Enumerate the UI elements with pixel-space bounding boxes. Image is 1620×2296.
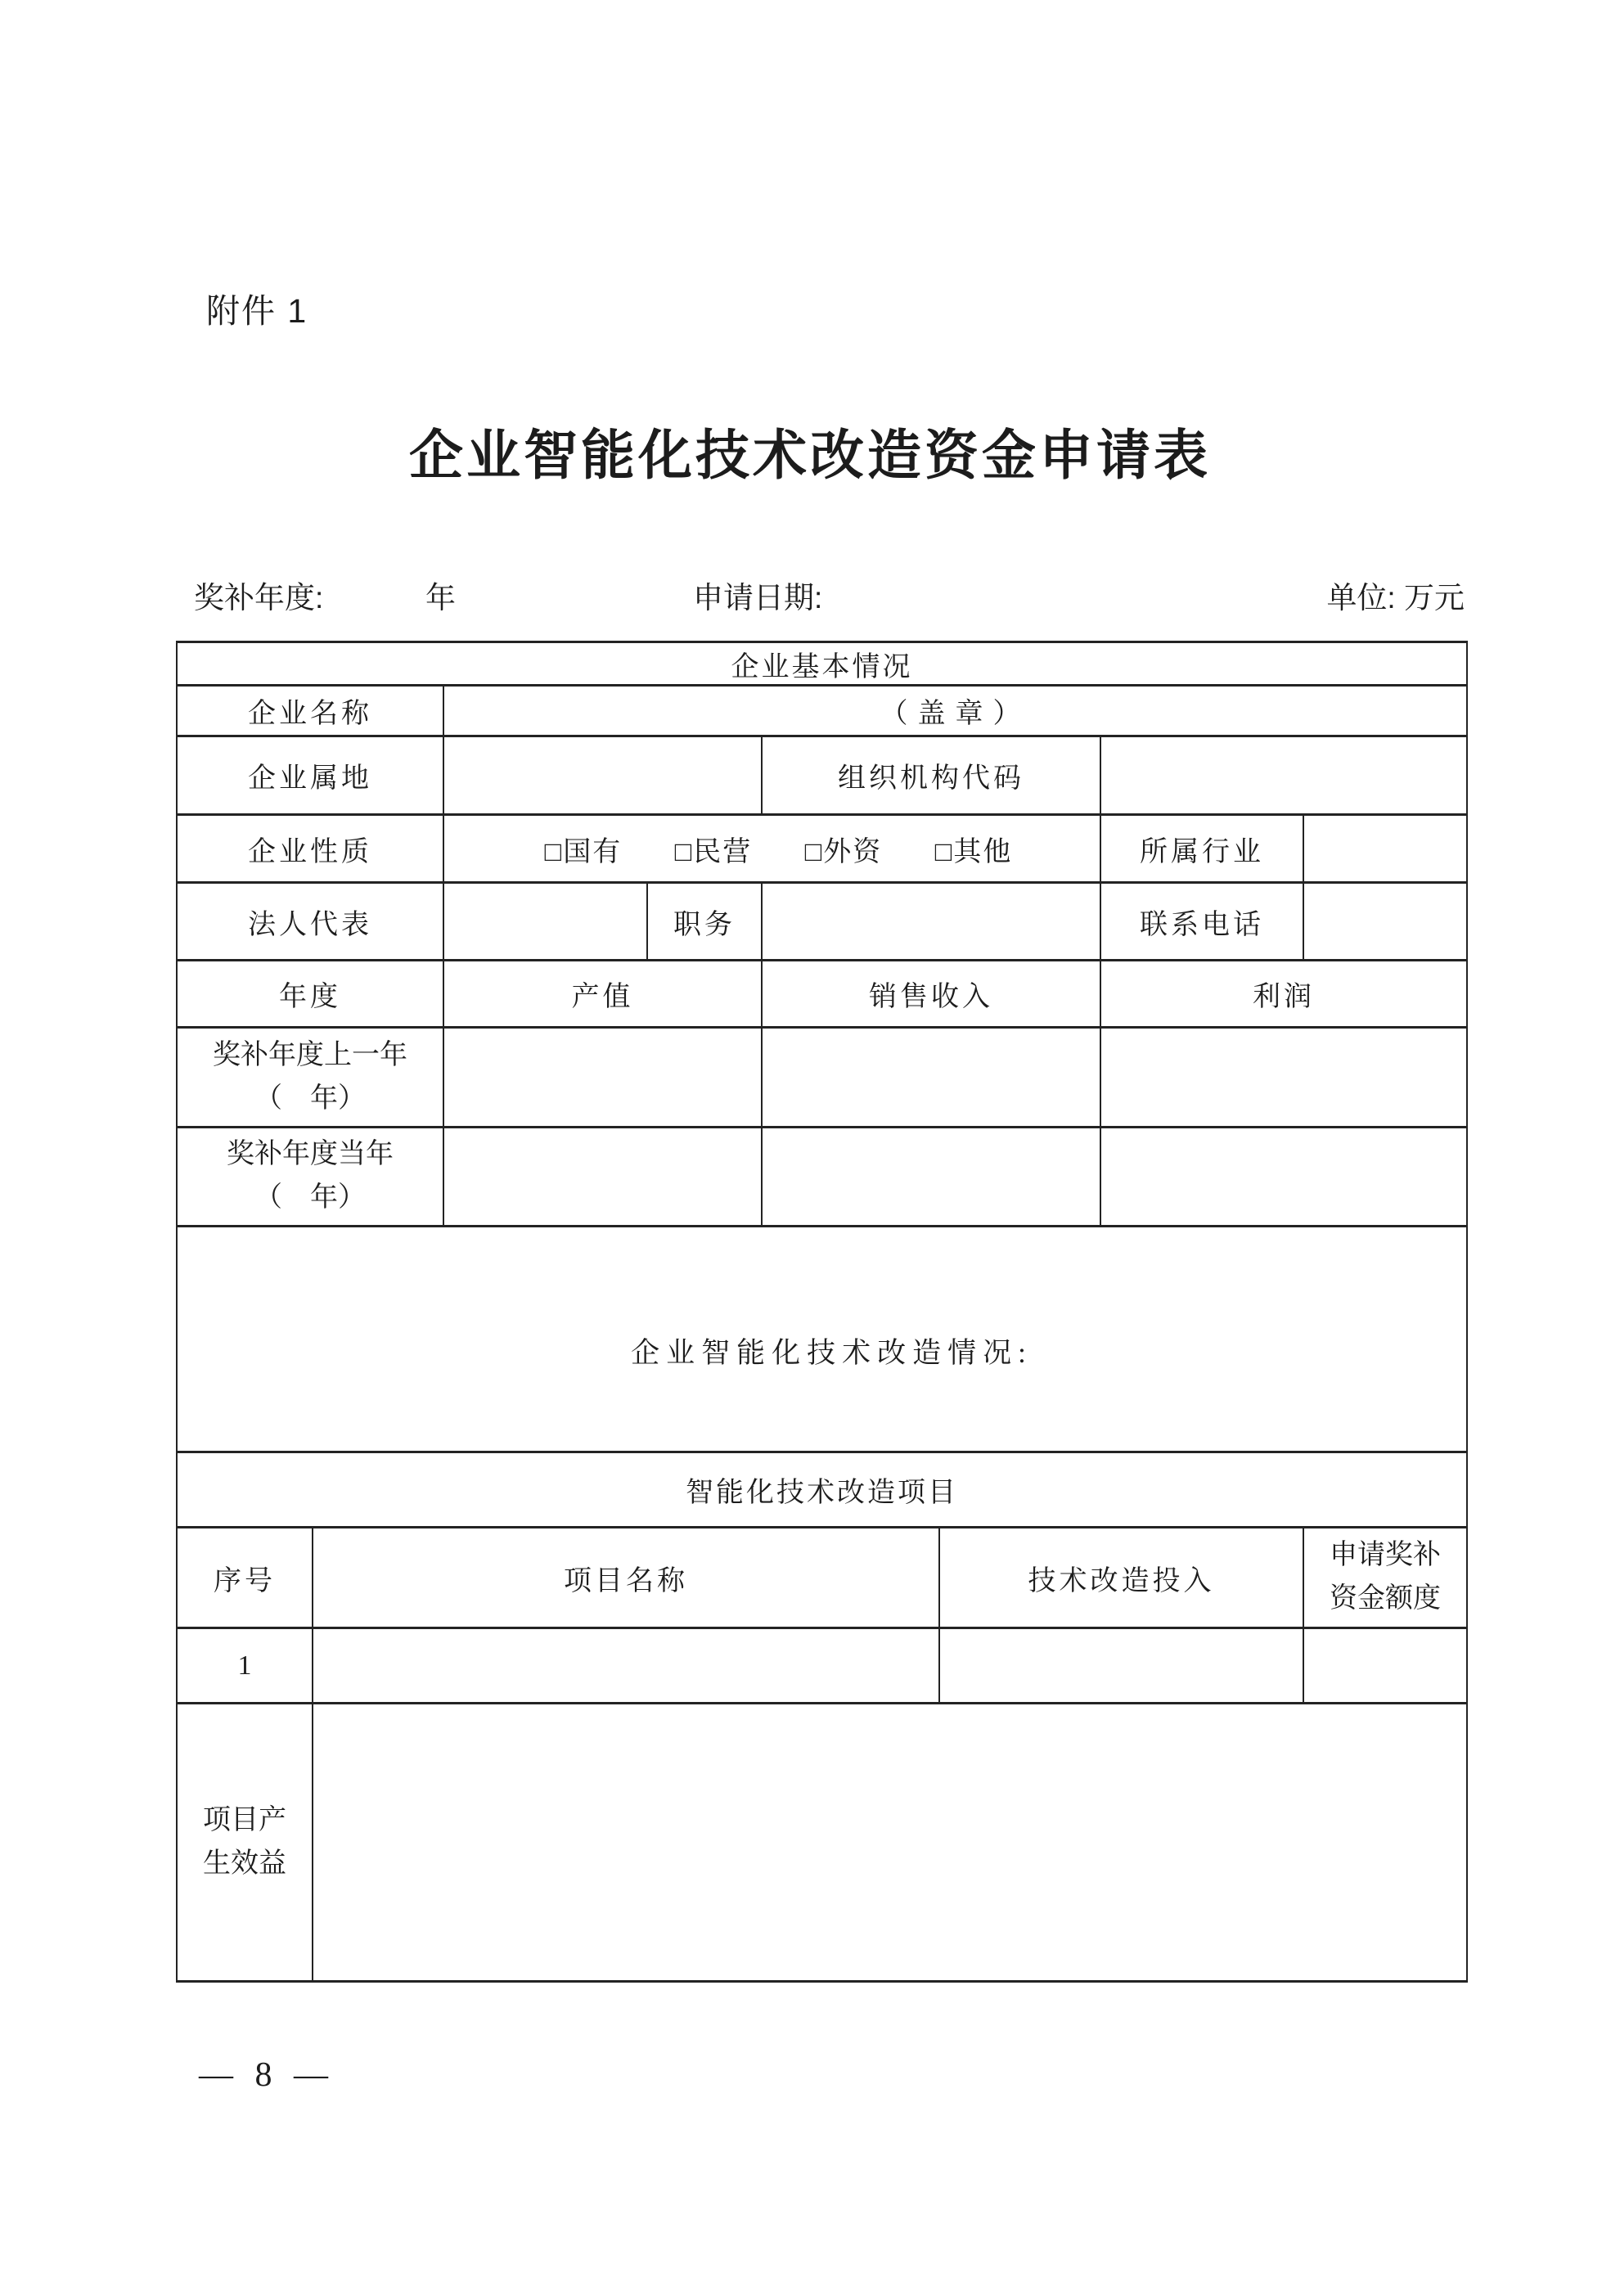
nature-option-private: □民营 xyxy=(674,836,753,867)
company-seal-hint: （盖章） xyxy=(443,686,1467,736)
nature-row xyxy=(177,815,1467,883)
profit-col-header: 利润 xyxy=(1100,961,1467,1028)
industry-label: 所属行业 xyxy=(1100,815,1303,883)
sales-col-header: 销售收入 xyxy=(762,961,1100,1028)
phone-value-cell xyxy=(1303,883,1467,961)
apply-date-label: 申请日期: xyxy=(693,581,823,615)
nature-options-cell xyxy=(443,815,1100,883)
position-label: 职务 xyxy=(647,883,762,961)
form-meta-row xyxy=(176,574,1466,622)
phone-label: 联系电话 xyxy=(1100,883,1303,961)
nature-option-other: □其他 xyxy=(934,836,1013,867)
finance-header-row xyxy=(177,961,1467,1028)
page-number: — 8 — xyxy=(199,2056,335,2094)
project-benefit-label-line2: 生效益 xyxy=(203,1848,286,1879)
company-name-row xyxy=(177,686,1467,736)
current-year-label-line1: 奖补年度当年 xyxy=(227,1139,394,1170)
currency-unit-label: 单位: 万元 xyxy=(1326,581,1465,615)
nature-option-state: □国有 xyxy=(544,836,623,867)
section-projects-header-row xyxy=(177,1452,1467,1528)
current-year-profit-cell xyxy=(1100,1128,1467,1227)
nature-label: 企业性质 xyxy=(177,815,443,883)
legal-rep-value-cell xyxy=(443,883,647,961)
project-fund-col-line2: 资金额度 xyxy=(1330,1583,1441,1614)
company-name-label: 企业名称 xyxy=(177,686,443,736)
attachment-label: 附件 1 xyxy=(206,292,308,330)
retrofit-situation-label: 企业智能化技术改造情况: xyxy=(631,1336,1033,1369)
project-1-no: 1 xyxy=(177,1628,313,1704)
project-benefit-row xyxy=(177,1704,1467,1982)
location-label: 企业属地 xyxy=(177,736,443,815)
prev-year-label xyxy=(177,1028,443,1128)
project-fund-col-header xyxy=(1303,1528,1467,1628)
nature-option-foreign: □外资 xyxy=(804,836,883,867)
output-col-header: 产值 xyxy=(443,961,762,1028)
project-name-col-header: 项目名称 xyxy=(313,1528,939,1628)
basic-section-title: 企业基本情况 xyxy=(177,642,1467,686)
project-invest-col-header: 技术改造投入 xyxy=(939,1528,1303,1628)
project-no-col-header: 序号 xyxy=(177,1528,313,1628)
current-year-label-line2: （ 年） xyxy=(254,1182,366,1213)
projects-section-title: 智能化技术改造项目 xyxy=(177,1452,1467,1528)
legal-rep-row xyxy=(177,883,1467,961)
project-1-fund-cell xyxy=(1303,1628,1467,1704)
section-basic-header-row xyxy=(177,642,1467,686)
award-year-label: 奖补年度: xyxy=(194,581,324,615)
project-1-invest-cell xyxy=(939,1628,1303,1704)
projects-columns-row xyxy=(177,1528,1467,1628)
prev-year-sales-cell xyxy=(762,1028,1100,1128)
current-year-label xyxy=(177,1128,443,1227)
prev-year-row xyxy=(177,1028,1467,1128)
form-title: 企业智能化技术改造资金申请表 xyxy=(409,426,1211,486)
org-code-label: 组织机构代码 xyxy=(762,736,1100,815)
year-col-header: 年度 xyxy=(177,961,443,1028)
org-code-value-cell xyxy=(1100,736,1467,815)
application-form-table xyxy=(176,641,1468,1983)
prev-year-output-cell xyxy=(443,1028,762,1128)
prev-year-label-line1: 奖补年度上一年 xyxy=(213,1039,407,1070)
current-year-sales-cell xyxy=(762,1128,1100,1227)
current-year-row xyxy=(177,1128,1467,1227)
project-1-name-cell xyxy=(313,1628,939,1704)
retrofit-situation-cell xyxy=(177,1227,1467,1452)
industry-value-cell xyxy=(1303,815,1467,883)
location-value-cell xyxy=(443,736,762,815)
award-year-unit: 年 xyxy=(425,581,456,615)
legal-rep-label: 法人代表 xyxy=(177,883,443,961)
location-row xyxy=(177,736,1467,815)
prev-year-profit-cell xyxy=(1100,1028,1467,1128)
project-benefit-label xyxy=(177,1704,313,1982)
prev-year-label-line2: （ 年） xyxy=(254,1083,366,1114)
current-year-output-cell xyxy=(443,1128,762,1227)
project-row-1 xyxy=(177,1628,1467,1704)
position-value-cell xyxy=(762,883,1100,961)
retrofit-situation-row xyxy=(177,1227,1467,1452)
project-benefit-value-cell xyxy=(313,1704,1467,1982)
project-benefit-label-line1: 项目产 xyxy=(203,1804,286,1835)
project-fund-col-line1: 申请奖补 xyxy=(1330,1540,1441,1571)
